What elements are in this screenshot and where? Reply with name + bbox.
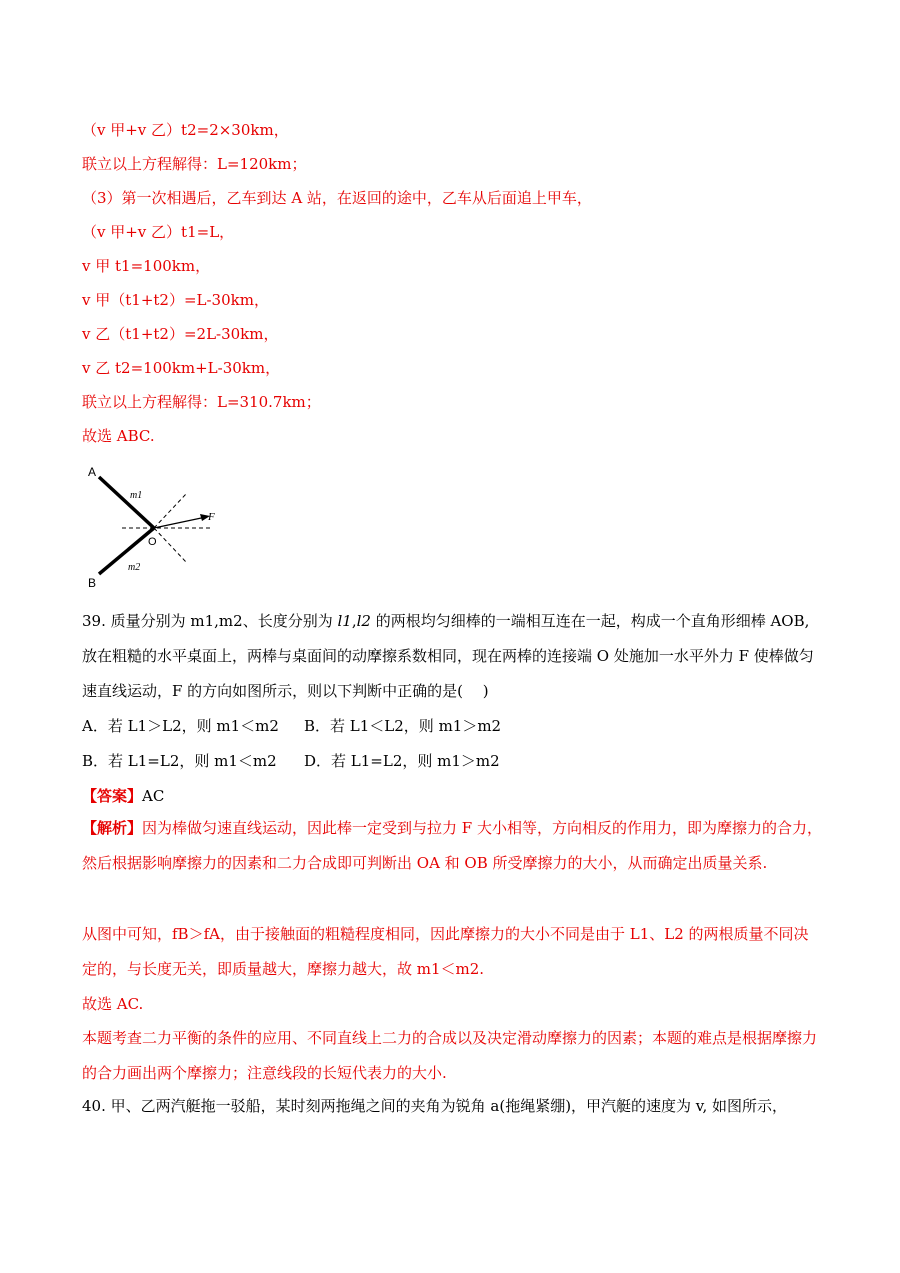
analysis-paragraph bbox=[82, 811, 822, 881]
solution-line: （v 甲+v 乙）t1=L， bbox=[82, 223, 235, 241]
analysis-paragraph-2: 从图中可知，fB＞fA，由于接触面的粗糙程度相同，因此摩擦力的大小不同是由于 L1、L2 的两根质量不同决定的，与长度无关，即质量越大，摩擦力越大，故 m1＜m2. bbox=[82, 925, 809, 978]
solution-line: （v 甲+v 乙）t2=2×30km， bbox=[82, 121, 289, 139]
rod-oa bbox=[99, 477, 154, 528]
force-arrow bbox=[154, 517, 206, 528]
options-row-2 bbox=[82, 751, 500, 771]
analysis-text: 因为棒做匀速直线运动，因此棒一定受到与拉力 F 大小相等，方向相反的作用力，即为摩擦力的合力，然后根据影响摩擦力的因素和二力合成即可判断出 OA 和 OB 所受摩擦力的大小，从而确定出质量关系. bbox=[82, 819, 822, 872]
answer-tag: 【答案】 bbox=[82, 787, 143, 805]
solution-line: v 乙 t2=100km+L-30km， bbox=[82, 359, 281, 377]
label-b: B bbox=[88, 576, 97, 590]
option-b: B．若 L1＜L2，则 m1＞m2 bbox=[304, 717, 502, 735]
rod-diagram bbox=[82, 462, 222, 592]
l1-symbol: l1 bbox=[337, 612, 352, 630]
label-f: F bbox=[208, 511, 215, 523]
solution-line: v 乙（t1+t2）=2L-30km， bbox=[82, 325, 279, 343]
option-d: D．若 L1=L2，则 m1＞m2 bbox=[304, 752, 500, 770]
label-m1: m1 bbox=[130, 490, 143, 501]
stem-text: 的两根均匀细棒的一端相互连在一起，构成一个直角形细棒 AOB,放在粗糙的水平桌面上，两棒与桌面间的动摩擦系数相同，现在两棒的连接端 O 处施加一水平外力 F 使棒做匀速直线运动，F 的方向如图所示，则以下判断中正确的是( ) bbox=[82, 612, 814, 700]
rod-figure bbox=[82, 462, 222, 592]
conclusion-line: 故选 AC. bbox=[82, 995, 144, 1013]
label-o: O bbox=[148, 536, 157, 548]
answer-value: AC bbox=[142, 787, 165, 805]
option-a: A．若 L1＞L2，则 m1＜m2 bbox=[82, 717, 279, 735]
rod-ob bbox=[99, 528, 154, 574]
solution-line: v 甲 t1=100km， bbox=[82, 257, 211, 275]
label-a: A bbox=[88, 465, 97, 479]
solution-line: 故选 ABC. bbox=[82, 427, 155, 445]
summary-paragraph: 本题考查二力平衡的条件的应用、不同直线上二力的合成以及决定滑动摩擦力的因素；本题的难点是根据摩擦力的合力画出两个摩擦力；注意线段的长短代表力的大小. bbox=[82, 1029, 818, 1082]
options-row-1 bbox=[82, 716, 501, 736]
option-c: B．若 L1=L2，则 m1＜m2 bbox=[82, 752, 277, 770]
l2-symbol: l2 bbox=[356, 612, 371, 630]
solution-line: v 甲（t1+t2）=L-30km， bbox=[82, 291, 269, 309]
answer-line bbox=[82, 786, 164, 806]
label-m2: m2 bbox=[128, 562, 141, 573]
question-39-stem bbox=[82, 604, 822, 709]
stem-comma: , bbox=[351, 612, 357, 630]
question-40-stem: 40. 甲、乙两汽艇拖一驳船，某时刻两拖绳之间的夹角为锐角 a(拖绳紧绷)，甲汽艇的速度为 v, 如图所示， bbox=[82, 1097, 788, 1115]
solution-line: 联立以上方程解得：L=310.7km； bbox=[82, 393, 321, 411]
analysis-tag: 【解析】 bbox=[82, 819, 143, 837]
solution-line: 联立以上方程解得：L=120km； bbox=[82, 155, 307, 173]
solution-line: （3）第一次相遇后，乙车到达 A 站，在返回的途中，乙车从后面追上甲车， bbox=[82, 189, 592, 207]
stem-text: 39. 质量分别为 m1,m2、长度分别为 bbox=[82, 612, 338, 630]
